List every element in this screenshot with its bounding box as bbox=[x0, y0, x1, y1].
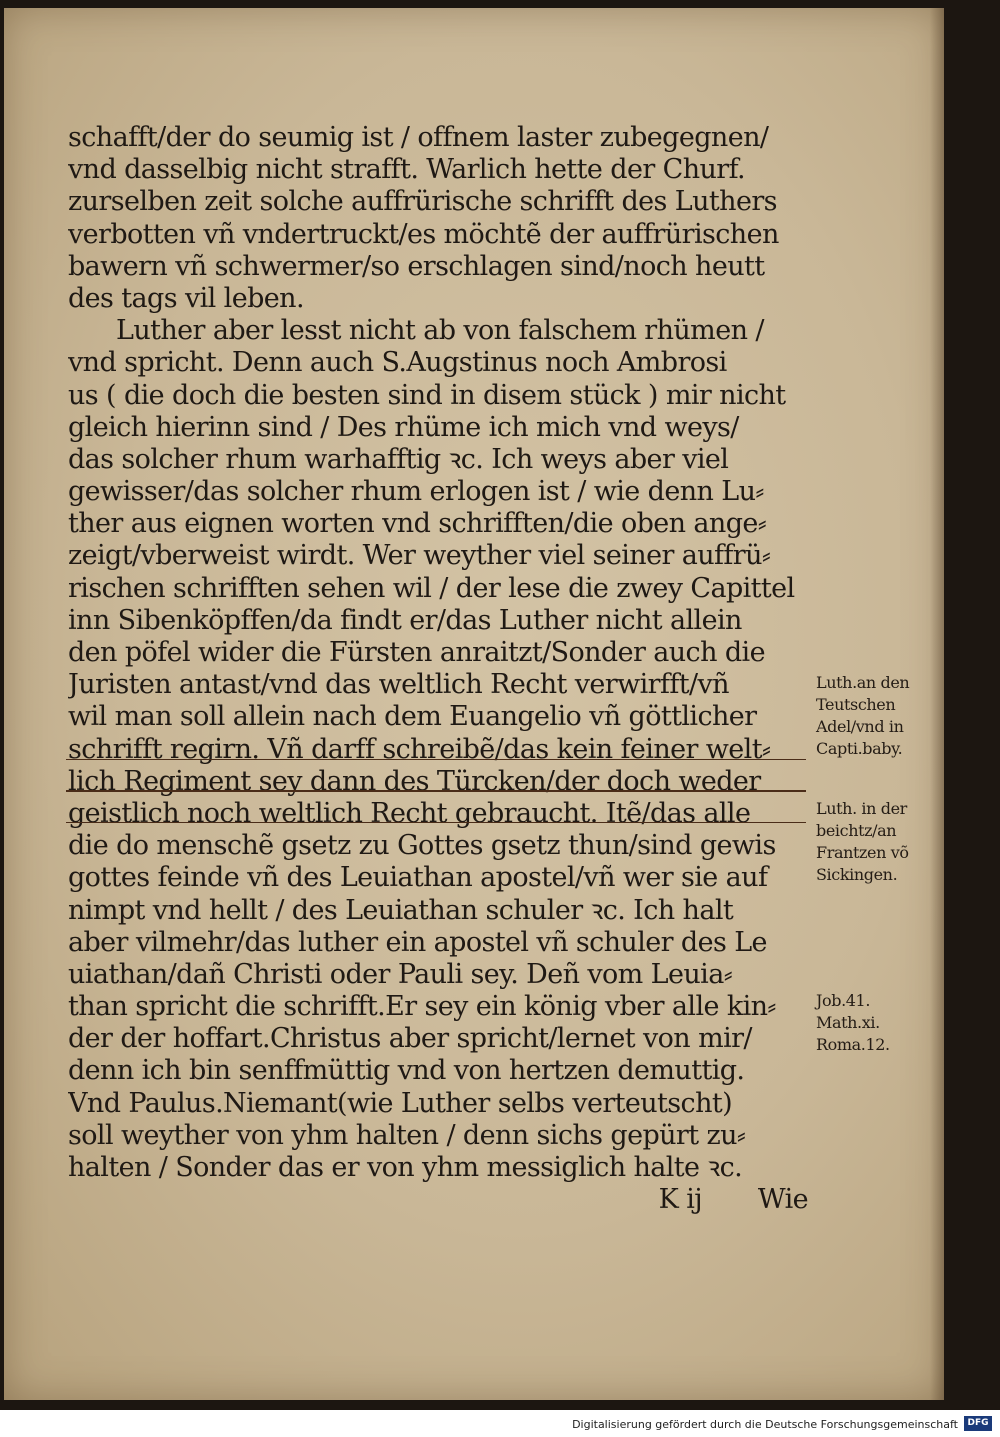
text-line: than spricht die schrifft.Er sey ein könig vber alle kin⸗ bbox=[68, 991, 776, 1023]
text-line: Vnd Paulus.Niemant(wie Luther selbs verteutscht) bbox=[68, 1087, 733, 1119]
text-line: inn Sibenköpffen/da findt er/das Luther nicht allein bbox=[68, 604, 742, 636]
text-line: des tags vil leben. bbox=[68, 282, 304, 314]
margin-note-line: Luth. in der bbox=[816, 799, 907, 818]
text-line: lich Regiment sey dann des Türcken/der doch weder bbox=[68, 765, 761, 797]
text-line: zeigt/vberweist wirdt. Wer weyther viel seiner auffrü⸗ bbox=[68, 540, 771, 572]
text-line: denn ich bin senffmüttig vnd von hertzen demuttig. bbox=[68, 1055, 745, 1087]
text-line: der der hoffart.Christus aber spricht/lernet von mir/ bbox=[68, 1023, 752, 1055]
text-line: aber vilmehr/das luther ein apostel vñ schuler des Le bbox=[68, 926, 767, 958]
text-line: den pöfel wider die Fürsten anraitzt/Sonder auch die bbox=[68, 637, 765, 668]
main-text-block bbox=[68, 122, 808, 1216]
text-line: soll weyther von yhm halten / denn sichs gepürt zu⸗ bbox=[68, 1119, 746, 1151]
text-line: verbotten vñ vndertruckt/es möchtẽ der auffrürischen bbox=[68, 218, 779, 250]
text-line: rischen schrifften sehen wil / der lese die zwey Capittel bbox=[68, 572, 795, 604]
text-line: zurselben zeit solche auffrürische schrifft des Luthers bbox=[68, 186, 777, 218]
text-line: ther aus eignen worten vnd schrifften/die oben ange⸗ bbox=[68, 508, 767, 540]
margin-note-line: Roma.12. bbox=[816, 1035, 890, 1054]
margin-note bbox=[816, 990, 890, 1056]
text-line: nimpt vnd hellt / des Leuiathan schuler ꝛc. Ich halt bbox=[68, 894, 734, 926]
margin-note-line: Frantzen võ bbox=[816, 843, 909, 862]
footer-bar bbox=[0, 1412, 1000, 1437]
text-line: die do menschẽ gsetz zu Gottes gsetz thun/sind gewis bbox=[68, 830, 776, 862]
text-line: Luther aber lesst nicht ab von falschem rhümen / bbox=[116, 315, 764, 347]
handwritten-underline bbox=[66, 791, 806, 823]
text-line: us ( die doch die besten sind in disem stück ) mir nicht bbox=[68, 379, 786, 411]
handwritten-underline bbox=[66, 759, 806, 791]
margin-note-line: Job.41. bbox=[816, 991, 871, 1010]
text-line: gleich hierinn sind / Des rhüme ich mich vnd weys/ bbox=[68, 411, 739, 443]
margin-note bbox=[816, 672, 909, 760]
text-line: schrifft regirn. Vñ darff schreibẽ/das kein feiner welt⸗ bbox=[68, 733, 771, 765]
margin-note-line: beichtz/an bbox=[816, 821, 897, 840]
text-line: Juristen antast/vnd das weltlich Recht verwirfft/vñ bbox=[68, 669, 729, 701]
text-line: geistlich noch weltlich Recht gebraucht. Itẽ/das alle bbox=[68, 797, 751, 829]
text-line: wil man soll allein nach dem Euangelio vñ göttlicher bbox=[68, 701, 757, 733]
catchword: K ij Wie bbox=[658, 1184, 808, 1216]
margin-note-line: Luth.an den bbox=[816, 673, 910, 692]
text-line: gottes feinde vñ des Leuiathan apostel/vñ wer sie auf bbox=[68, 862, 768, 894]
book-page bbox=[4, 8, 944, 1400]
text-line: uiathan/dañ Christi oder Pauli sey. Deñ vom Leuia⸗ bbox=[68, 958, 733, 990]
margin-note-line: Teutschen bbox=[816, 695, 896, 714]
text-line: vnd spricht. Denn auch S.Augstinus noch Ambrosi bbox=[68, 347, 727, 379]
text-line: schafft/der do seumig ist / offnem laster zubegegnen/ bbox=[68, 122, 769, 153]
text-line: gewisser/das solcher rhum erlogen ist / wie denn Lu⸗ bbox=[68, 476, 764, 508]
margin-note-line: Sickingen. bbox=[816, 865, 898, 884]
margin-note-line: Adel/vnd in bbox=[816, 717, 904, 736]
footer-credit: Digitalisierung gefördert durch die Deutsche Forschungsgemeinschaft bbox=[572, 1418, 958, 1431]
margin-note bbox=[816, 798, 909, 886]
text-line: bawern vñ schwermer/so erschlagen sind/noch heutt bbox=[68, 250, 765, 282]
text-line: vnd dasselbig nicht strafft. Warlich hette der Churf. bbox=[68, 154, 745, 186]
margin-note-line: Math.xi. bbox=[816, 1013, 880, 1032]
margin-note-line: Capti.baby. bbox=[816, 739, 903, 758]
text-line: das solcher rhum warhafftig ꝛc. Ich weys aber viel bbox=[68, 443, 729, 475]
text-line: halten / Sonder das er von yhm messiglich halte ꝛc. bbox=[68, 1152, 743, 1183]
dfg-logo: DFG bbox=[964, 1416, 992, 1431]
